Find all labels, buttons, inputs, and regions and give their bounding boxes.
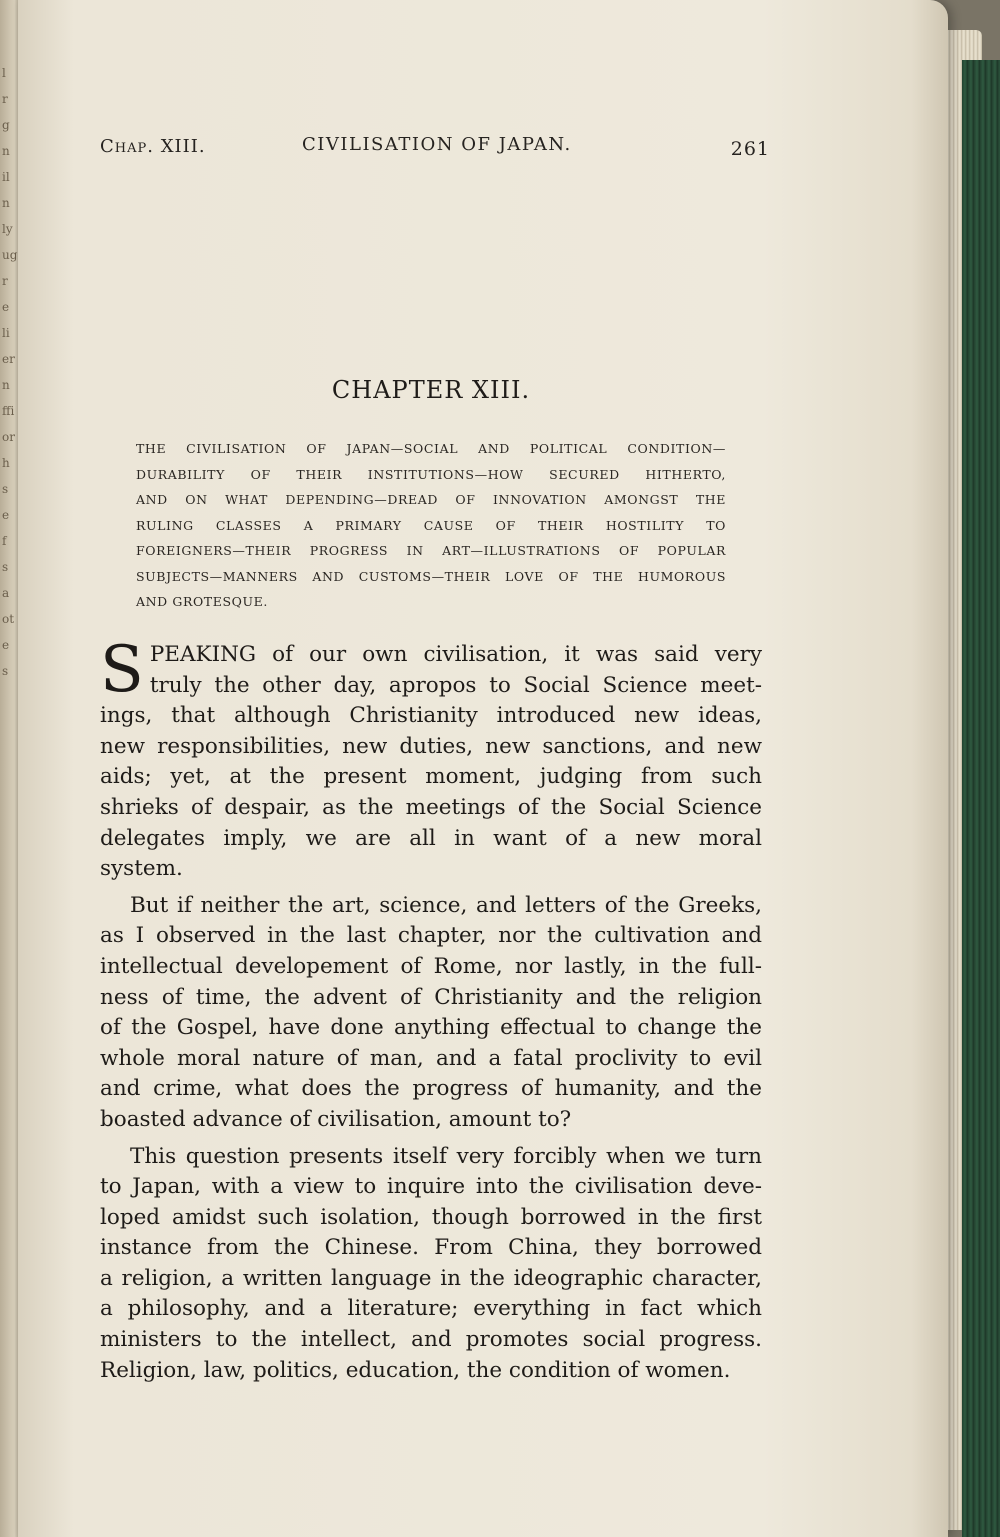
text-line: This question presents itself very forcibly when we turn: [130, 1143, 762, 1169]
text-line: shrieks of despair, as the meetings of the Social Science: [100, 794, 762, 820]
drop-cap: S: [100, 633, 144, 707]
text-line: whole moral nature of man, and a fatal proclivity to evil: [100, 1045, 762, 1071]
text-line: as I observed in the last chapter, nor the cultivation and: [100, 923, 762, 949]
text-line: system.: [100, 856, 183, 882]
page-number: 261: [730, 138, 770, 160]
book-cover-spine: [962, 60, 1000, 1537]
text-line: boasted advance of civilisation, amount to?: [100, 1106, 572, 1132]
facing-page-fragment: ffi: [2, 404, 15, 418]
text-line: aids; yet, at the present moment, judging from such: [100, 764, 762, 790]
facing-page-fragment: r: [2, 92, 8, 106]
facing-page-fragment: g: [2, 118, 10, 132]
text-line: Religion, law, politics, education, the condition of women.: [100, 1357, 731, 1383]
text-line: ministers to the intellect, and promotes social progress.: [100, 1327, 762, 1353]
text-line: truly the other day, apropos to Social Science meet-: [149, 672, 762, 698]
facing-page-fragment: n: [2, 196, 10, 210]
synopsis-line: AND GROTESQUE.: [136, 594, 268, 609]
running-head-title: CIVILISATION OF JAPAN.: [302, 134, 572, 155]
paragraph-1: [100, 633, 762, 885]
facing-page-fragment: n: [2, 378, 10, 392]
running-head: [100, 132, 770, 162]
text-line: But if neither the art, science, and letters of the Greeks,: [130, 892, 762, 918]
synopsis-line: DURABILITY OF THEIR INSTITUTIONS—HOW SECURED HITHERTO,: [136, 466, 726, 482]
chapter-title: CHAPTER XIII.: [331, 376, 531, 404]
text-line: loped amidst such isolation, though borrowed in the first: [100, 1204, 762, 1230]
text-line: instance from the Chinese. From China, they borrowed: [100, 1235, 762, 1261]
text-line: new responsibilities, new duties, new sanctions, and new: [100, 733, 762, 759]
facing-page-fragment: ug: [2, 248, 18, 262]
facing-page-fragment: e: [2, 508, 10, 522]
text-line: intellectual developement of Rome, nor lastly, in the full-: [100, 953, 762, 979]
synopsis-line: FOREIGNERS—THEIR PROGRESS IN ART—ILLUSTRATIONS OF POPULAR: [136, 543, 726, 558]
facing-page-fragment: ot: [2, 612, 15, 626]
chapter-synopsis: [136, 436, 726, 615]
text-line: PEAKING of our own civilisation, it was said very: [149, 642, 762, 667]
facing-page-fragment: or: [2, 430, 15, 444]
text-line: of the Gospel, have done anything effectual to change the: [100, 1015, 762, 1041]
facing-page-fragment: s: [2, 664, 9, 678]
facing-page-fragment: e: [2, 638, 10, 652]
text-line: delegates imply, we are all in want of a new moral: [100, 825, 762, 851]
text-line: and crime, what does the progress of humanity, and the: [100, 1076, 762, 1102]
text-line: a religion, a written language in the ideographic character,: [100, 1265, 762, 1291]
synopsis-line: SUBJECTS—MANNERS AND CUSTOMS—THEIR LOVE OF THE HUMOROUS: [136, 568, 726, 584]
facing-page-fragment: h: [2, 456, 10, 470]
facing-page-fragment: f: [2, 534, 7, 548]
facing-page-fragment: il: [2, 170, 10, 184]
synopsis-line: RULING CLASSES A PRIMARY CAUSE OF THEIR HOSTILITY TO: [136, 517, 726, 533]
running-head-chapter: Chap. XIII.: [100, 136, 206, 157]
facing-page-fragment: e: [2, 300, 10, 314]
synopsis-line: THE CIVILISATION OF JAPAN—SOCIAL AND POLITICAL CONDITION—: [136, 441, 726, 456]
facing-page-fragment: li: [2, 326, 10, 340]
facing-page-fragment: a: [2, 586, 10, 600]
paragraph-3: [100, 1142, 762, 1387]
text-line: ness of time, the advent of Christianity and the religion: [100, 984, 762, 1010]
text-line: to Japan, with a view to inquire into the civilisation deve-: [100, 1174, 762, 1200]
facing-page-fragment: n: [2, 144, 10, 158]
text-line: a philosophy, and a literature; everything in fact which: [100, 1296, 762, 1322]
facing-page-fragment: r: [2, 274, 8, 288]
facing-page-fragment: s: [2, 482, 9, 496]
synopsis-line: AND ON WHAT DEPENDING—DREAD OF INNOVATION AMONGST THE: [136, 492, 726, 507]
paragraph-2: [100, 891, 762, 1136]
facing-page-fragment: er: [2, 352, 15, 366]
facing-page-fragment: l: [2, 66, 6, 80]
body-text: [100, 633, 762, 1386]
text-line: ings, that although Christianity introduced new ideas,: [100, 703, 762, 729]
facing-page-fragment: ly: [2, 222, 13, 236]
facing-page-fragment: s: [2, 560, 9, 574]
